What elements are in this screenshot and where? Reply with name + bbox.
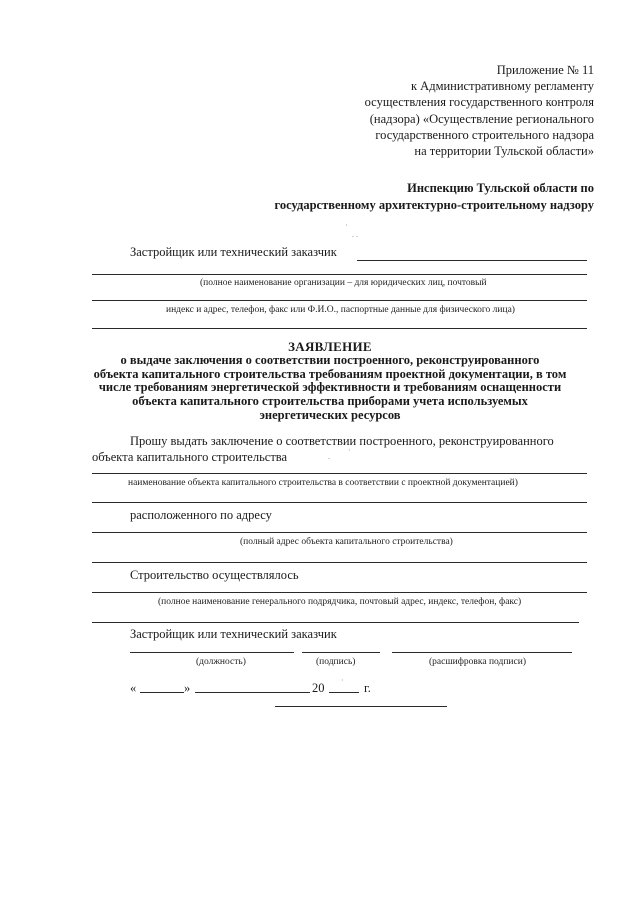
date-close-quote: » — [184, 681, 191, 695]
annex-line: (надзора) «Осуществление регионального — [369, 111, 594, 126]
statement-subtitle-line: о выдаче заключения о соответствии построенного, реконструированного — [120, 352, 540, 367]
statement-subtitle-line: объекта капитального строительства требованиям проектной документации, в том — [93, 366, 567, 381]
addressee-line: государственному архитектурно-строительному надзору — [274, 198, 594, 212]
address-field-line[interactable] — [92, 532, 587, 533]
request-line-1: Прошу выдать заключение о соответствии построенного, реконструированного — [130, 434, 554, 448]
position-hint: (должность) — [196, 657, 246, 667]
scan-speck: · — [348, 446, 351, 455]
statement-title-block — [60, 340, 600, 423]
statement-subtitle-line: энергетических ресурсов — [259, 407, 401, 422]
addressee-line: Инспекцию Тульской области по — [407, 181, 594, 195]
year-suffix: г. — [364, 681, 371, 695]
applicant-label: Застройщик или технический заказчик — [130, 245, 337, 259]
applicant-field-line-3[interactable] — [92, 300, 587, 301]
annex-line: на территории Тульской области» — [414, 144, 594, 159]
object-name-field-line-2[interactable] — [92, 502, 587, 503]
address-hint: (полный адрес объекта капитального строительства) — [240, 537, 453, 547]
decoding-field-line[interactable] — [392, 652, 572, 653]
statement-heading: ЗАЯВЛЕНИЕ — [288, 339, 372, 354]
applicant-field-line-4[interactable] — [92, 328, 587, 329]
annex-header — [365, 62, 594, 159]
scan-speck: . — [328, 452, 330, 461]
contractor-hint: (полное наименование генерального подрядчика, почтовый адрес, индекс, телефон, факс) — [158, 597, 522, 607]
date-open-quote: « — [130, 681, 137, 695]
contractor-field-line-2[interactable] — [92, 622, 579, 623]
object-name-field-line[interactable] — [92, 473, 587, 474]
year-prefix: 20 — [312, 681, 325, 695]
signature-field-line[interactable] — [302, 652, 380, 653]
signature-label: Застройщик или технический заказчик — [130, 627, 337, 641]
addressee-block — [275, 180, 594, 214]
month-field-line[interactable] — [195, 692, 310, 693]
annex-line: осуществления государственного контроля — [364, 95, 594, 110]
extra-field-line[interactable] — [275, 706, 447, 707]
scan-speck: · — [345, 221, 348, 230]
object-name-hint: наименование объекта капитального строительства в соответствии с проектной документацией) — [128, 478, 518, 488]
statement-subtitle-line: объекта капитального строительства приборами учета используемых — [132, 394, 528, 409]
scan-speck: . . — [352, 230, 358, 239]
contractor-field-line[interactable] — [92, 592, 587, 593]
annex-line: к Административному регламенту — [410, 79, 594, 94]
applicant-hint-1: (полное наименование организации – для юридических лиц, почтовый — [200, 278, 487, 288]
applicant-hint-2: индекс и адрес, телефон, факс или Ф.И.О., паспортные данные для физического лица) — [166, 305, 515, 315]
position-field-line[interactable] — [130, 652, 294, 653]
signature-hint: (подпись) — [316, 657, 356, 667]
address-field-line-2[interactable] — [92, 562, 587, 563]
applicant-field-line-2[interactable] — [92, 274, 587, 275]
construction-label: Строительство осуществлялось — [130, 568, 299, 582]
statement-subtitle-line: числе требованиям энергетической эффективности и требованиям оснащенности — [98, 380, 562, 395]
request-line-2: объекта капитального строительства — [92, 450, 288, 464]
decoding-hint: (расшифровка подписи) — [429, 657, 526, 667]
scan-speck: · — [341, 676, 344, 685]
annex-line: Приложение № 11 — [496, 63, 594, 77]
located-label: расположенного по адресу — [130, 508, 272, 522]
year-field-line[interactable] — [329, 692, 359, 693]
day-field-line[interactable] — [140, 692, 184, 693]
applicant-field-line-1[interactable] — [357, 260, 587, 261]
annex-line: государственного строительного надзора — [375, 127, 594, 142]
